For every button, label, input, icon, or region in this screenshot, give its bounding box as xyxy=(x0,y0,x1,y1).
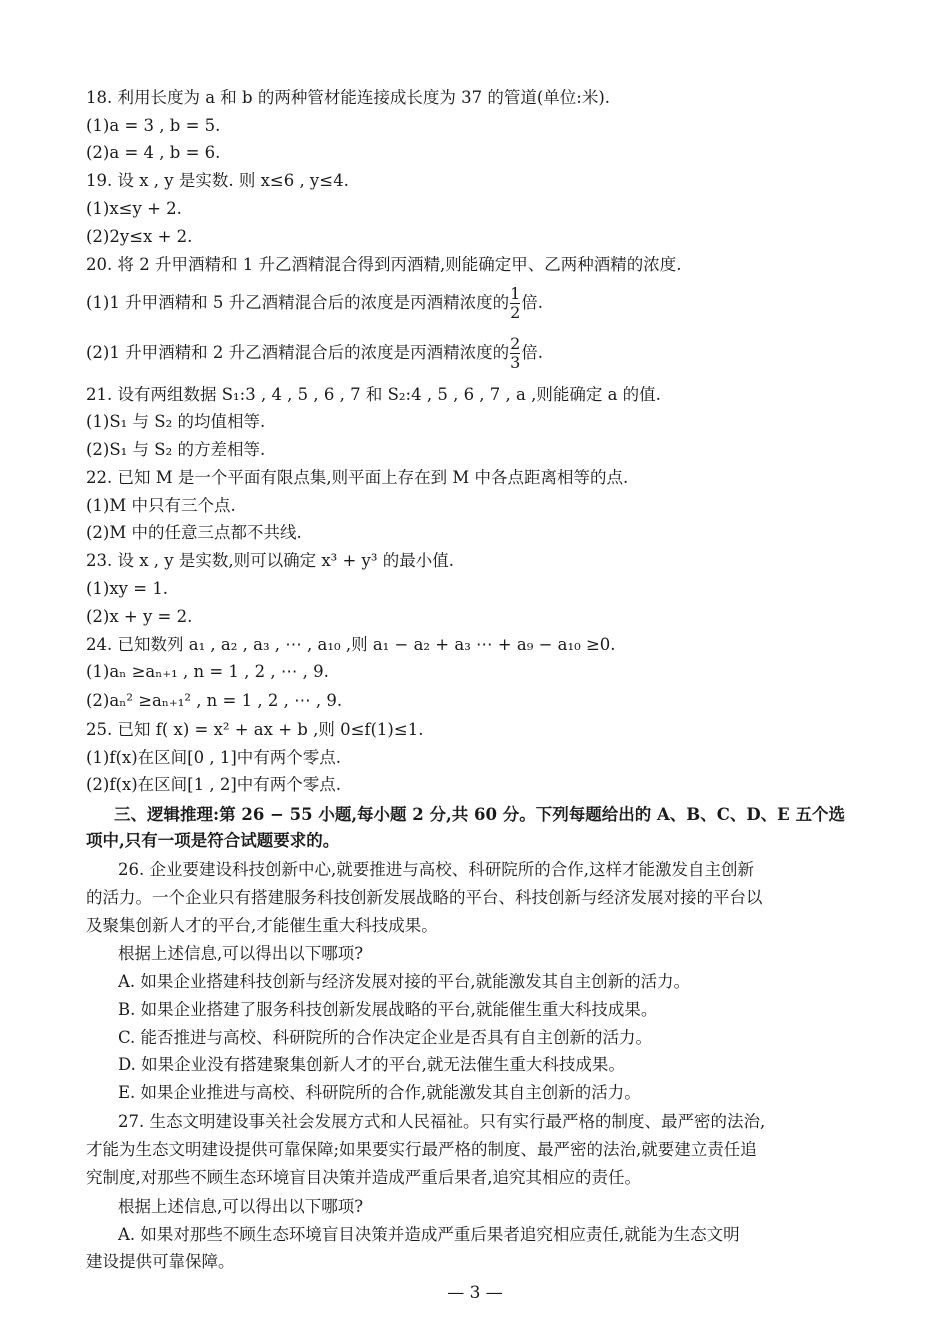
q21-condition-2: (2)S₁ 与 S₂ 的方差相等. xyxy=(86,440,266,459)
q22-condition-2: (2)M 中的任意三点都不共线. xyxy=(86,523,302,542)
section-3-heading-line1: 三、逻辑推理:第 26 − 55 小题,每小题 2 分,共 60 分。下列每题给出的 A、B、C、D、E 五个选 xyxy=(114,805,845,824)
q26-option-d: D. 如果企业没有搭建聚集创新人才的平台,就无法催生重大科技成果。 xyxy=(118,1055,625,1074)
q27-option-a-line2: 建设提供可靠保障。 xyxy=(86,1252,235,1271)
q26-option-b: B. 如果企业搭建了服务科技创新发展战略的平台,就能催生重大科技成果。 xyxy=(118,1000,658,1019)
q20-stem: 20. 将 2 升甲酒精和 1 升乙酒精混合得到丙酒精,则能确定甲、乙两种酒精的浓度. xyxy=(86,255,682,274)
q19-condition-2: (2)2y≤x + 2. xyxy=(86,227,193,246)
section-3-heading-line2: 项中,只有一项是符合试题要求的。 xyxy=(86,831,340,850)
q19-condition-1: (1)x≤y + 2. xyxy=(86,199,182,218)
q26-option-c: C. 能否推进与高校、科研院所的合作决定企业是否具有自主创新的活力。 xyxy=(118,1028,653,1047)
q24-condition-1: (1)aₙ ≥aₙ₊₁ , n = 1 , 2 , ⋯ , 9. xyxy=(86,662,329,681)
q21-condition-1: (1)S₁ 与 S₂ 的均值相等. xyxy=(86,412,266,431)
q27-para-line2: 才能为生态文明建设提供可靠保障;如果要实行最严格的制度、最严密的法治,就要建立责任追 xyxy=(86,1140,757,1159)
q18-condition-1: (1)a = 3 , b = 5. xyxy=(86,116,221,135)
q26-option-a: A. 如果企业搭建科技创新与经济发展对接的平台,就能激发其自主创新的活力。 xyxy=(118,972,691,991)
q20-condition-1 xyxy=(86,281,866,325)
q18-stem: 18. 利用长度为 a 和 b 的两种管材能连接成长度为 37 的管道(单位:米). xyxy=(86,88,611,107)
q23-condition-1: (1)xy = 1. xyxy=(86,579,169,598)
q24-stem: 24. 已知数列 a₁ , a₂ , a₃ , ⋯ , a₁₀ ,则 a₁ − a₂ + a₃ ⋯ + a₉ − a₁₀ ≥0. xyxy=(86,635,616,654)
q22-stem: 22. 已知 M 是一个平面有限点集,则平面上存在到 M 中各点距离相等的点. xyxy=(86,468,629,487)
q23-condition-2: (2)x + y = 2. xyxy=(86,607,193,626)
q26-option-e: E. 如果企业推进与高校、科研院所的合作,就能激发其自主创新的活力。 xyxy=(118,1083,641,1102)
fraction-two-thirds: $\frac{2}{3}$ xyxy=(510,334,521,372)
q20-condition-2 xyxy=(86,331,866,375)
fraction-one-half: $\frac{1}{2}$ xyxy=(510,284,521,322)
q20-c1-text: (1)1 升甲酒精和 5 升乙酒精混合后的浓度是丙酒精浓度的 xyxy=(86,293,510,312)
q26-question: 根据上述信息,可以得出以下哪项? xyxy=(118,944,364,963)
q22-condition-1: (1)M 中只有三个点. xyxy=(86,496,236,515)
q24-condition-2: (2)aₙ² ≥aₙ₊₁² , n = 1 , 2 , ⋯ , 9. xyxy=(86,691,343,710)
q25-condition-2: (2)f(x)在区间[1 , 2]中有两个零点. xyxy=(86,775,342,794)
q20-c2-text: (2)1 升甲酒精和 2 升乙酒精混合后的浓度是丙酒精浓度的 xyxy=(86,343,510,362)
q27-question: 根据上述信息,可以得出以下哪项? xyxy=(118,1197,364,1216)
q27-para-line1: 27. 生态文明建设事关社会发展方式和人民福祉。只有实行最严格的制度、最严密的法治, xyxy=(118,1112,766,1131)
q20-c1-end: 倍. xyxy=(521,293,544,312)
q26-para-line2: 的活力。一个企业只有搭建服务科技创新发展战略的平台、科技创新与经济发展对接的平台以 xyxy=(86,888,763,907)
q26-para-line3: 及聚集创新人才的平台,才能催生重大科技成果。 xyxy=(86,916,438,935)
q20-c2-end: 倍. xyxy=(521,343,544,362)
q25-condition-1: (1)f(x)在区间[0 , 1]中有两个零点. xyxy=(86,748,342,767)
page-number: — 3 — xyxy=(447,1283,503,1303)
q18-condition-2: (2)a = 4 , b = 6. xyxy=(86,143,221,162)
q25-stem: 25. 已知 f( x) = x² + ax + b ,则 0≤f(1)≤1. xyxy=(86,720,424,739)
q19-stem: 19. 设 x , y 是实数. 则 x≤6 , y≤4. xyxy=(86,171,349,190)
q27-para-line3: 究制度,对那些不顾生态环境盲目决策并造成严重后果者,追究其相应的责任。 xyxy=(86,1168,641,1187)
q27-option-a-line1: A. 如果对那些不顾生态环境盲目决策并造成严重后果者追究相应责任,就能为生态文明 xyxy=(118,1225,740,1244)
q23-stem: 23. 设 x , y 是实数,则可以确定 x³ + y³ 的最小值. xyxy=(86,551,454,570)
q21-stem: 21. 设有两组数据 S₁:3 , 4 , 5 , 6 , 7 和 S₂:4 , 5 , 6 , 7 , a ,则能确定 a 的值. xyxy=(86,385,661,404)
q26-para-line1: 26. 企业要建设科技创新中心,就要推进与高校、科研院所的合作,这样才能激发自主创新 xyxy=(118,860,754,879)
